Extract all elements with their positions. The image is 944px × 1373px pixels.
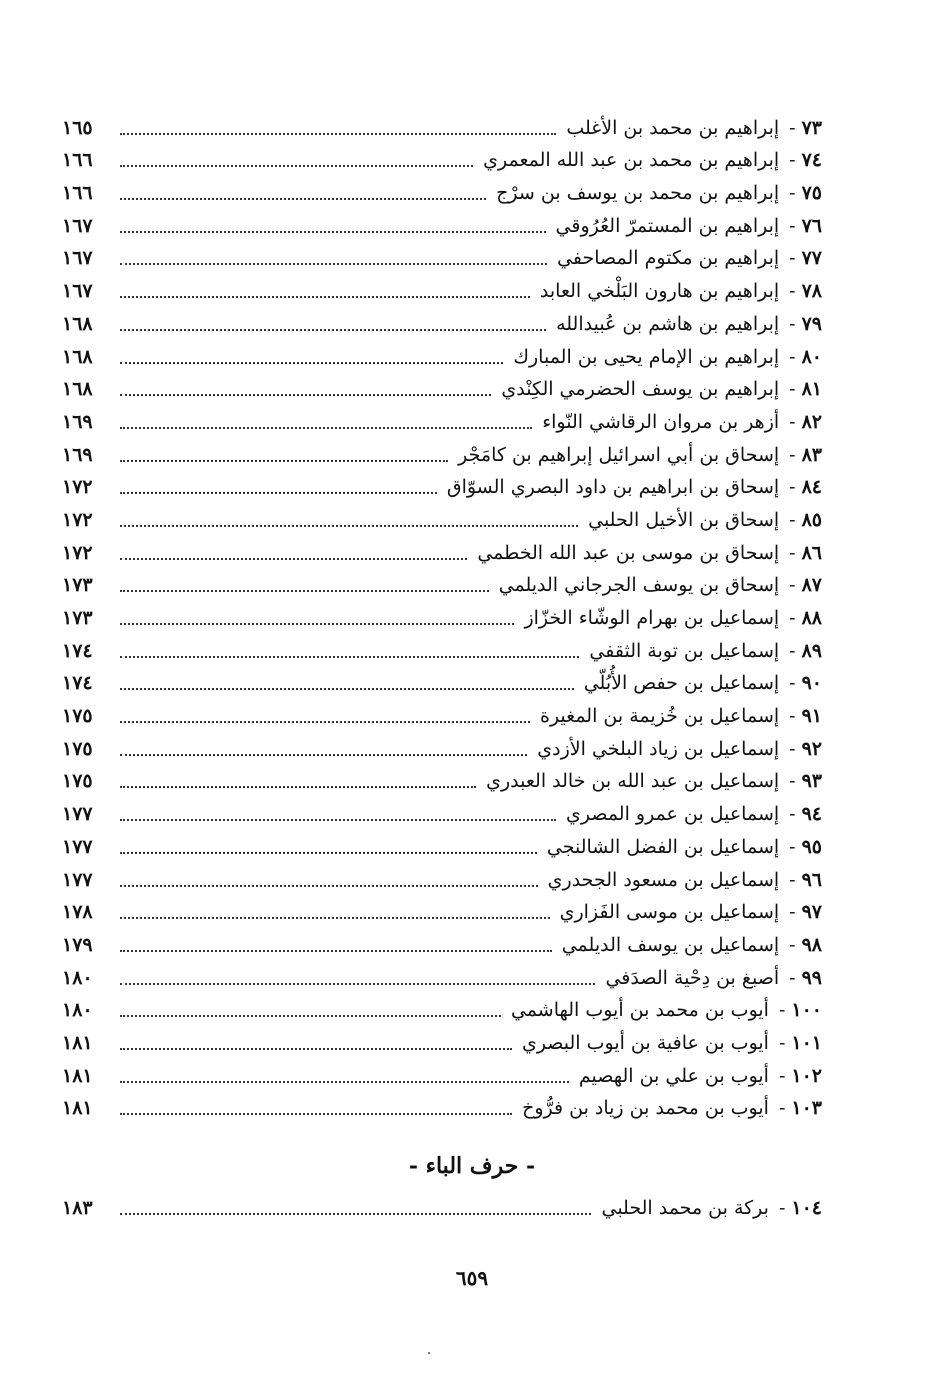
index-entry bbox=[62, 404, 822, 437]
entry-text bbox=[605, 966, 822, 989]
entry-page-number: ١٧٩ bbox=[62, 933, 93, 956]
entry-separator: - bbox=[789, 345, 796, 368]
entry-text bbox=[555, 214, 822, 237]
entry-separator: - bbox=[789, 803, 796, 826]
dot-leader bbox=[120, 950, 552, 952]
section-heading: - حرف الباء - bbox=[408, 1153, 536, 1179]
entry-separator: - bbox=[778, 1064, 786, 1087]
dot-leader bbox=[120, 133, 556, 135]
index-entry bbox=[62, 1025, 822, 1058]
entry-separator: - bbox=[789, 835, 796, 858]
entry-name: إسماعيل بن حفص الأُبُلّي bbox=[583, 672, 780, 695]
entry-page-number: ١٨١ bbox=[62, 1097, 93, 1120]
dot-leader bbox=[120, 786, 476, 788]
index-entry bbox=[62, 960, 822, 993]
entry-page-number: ١٧٧ bbox=[62, 868, 93, 891]
dot-leader bbox=[120, 296, 530, 298]
dot-leader bbox=[120, 1213, 591, 1215]
entry-name: إبراهيم بن الإمام يحيى بن المبارك bbox=[513, 345, 780, 368]
index-entry bbox=[62, 273, 822, 306]
index-entry bbox=[62, 143, 822, 176]
entry-text bbox=[522, 1099, 822, 1118]
dot-leader bbox=[120, 656, 579, 658]
entry-page-number: ١٧٥ bbox=[62, 737, 93, 760]
entry-number: ٨٢ bbox=[801, 410, 822, 433]
entry-name: إبراهيم بن مكتوم المصاحفي bbox=[557, 247, 780, 270]
entry-separator: - bbox=[789, 770, 796, 793]
dot-leader bbox=[120, 1015, 501, 1017]
entry-separator: - bbox=[789, 410, 796, 433]
index-entry bbox=[62, 698, 822, 731]
entry-page-number: ١٦٥ bbox=[62, 116, 93, 139]
entry-text bbox=[447, 478, 822, 497]
entry-text bbox=[542, 410, 822, 433]
index-entry bbox=[62, 829, 822, 862]
entry-separator: - bbox=[789, 378, 796, 401]
entry-text bbox=[546, 835, 822, 858]
entry-number: ٧٨ bbox=[801, 280, 822, 303]
entry-separator: - bbox=[778, 1097, 786, 1120]
entry-page-number: ١٦٦ bbox=[62, 182, 93, 205]
index-entry bbox=[62, 666, 822, 699]
entry-separator: - bbox=[789, 541, 796, 564]
entry-page-number: ١٦٩ bbox=[62, 410, 93, 433]
entry-number: ١٠٠ bbox=[791, 999, 822, 1022]
entry-number: ٩٠ bbox=[801, 672, 822, 695]
dot-leader bbox=[120, 492, 437, 494]
index-entry bbox=[62, 339, 822, 372]
entry-name: إسحاق بن موسى بن عبد الله الخطمي bbox=[477, 541, 780, 564]
dot-leader bbox=[120, 394, 491, 396]
entry-page-number: ١٧٤ bbox=[62, 639, 93, 662]
entry-page-number: ١٨٣ bbox=[62, 1196, 93, 1219]
entry-separator: - bbox=[789, 508, 796, 531]
entry-name: أيوب بن عافية بن أيوب البصري bbox=[521, 1031, 769, 1054]
index-entry bbox=[62, 306, 822, 339]
entry-page-number: ١٧٥ bbox=[62, 705, 93, 728]
entry-page-number: ١٧٣ bbox=[62, 607, 93, 629]
dot-leader bbox=[120, 688, 574, 690]
index-entry bbox=[62, 862, 822, 895]
entry-name: إسماعيل بن بهرام الوشّاء الخزّاز bbox=[524, 607, 780, 629]
entry-name: أزهر بن مروان الرقاشي النّواء bbox=[542, 410, 780, 433]
index-entry bbox=[62, 372, 822, 405]
entry-page-number: ١٧٥ bbox=[62, 770, 93, 793]
page-number: ٦٥٩ bbox=[455, 1266, 489, 1290]
dot-leader bbox=[120, 721, 530, 723]
index-entry bbox=[62, 502, 822, 535]
entry-text bbox=[556, 312, 822, 335]
entry-text bbox=[566, 805, 822, 824]
index-entry bbox=[62, 764, 822, 797]
entry-text bbox=[584, 674, 822, 693]
dot-leader bbox=[120, 819, 556, 821]
entry-name: إسماعيل بن مسعود الجحدري bbox=[547, 868, 780, 891]
entry-page-number: ١٦٨ bbox=[62, 312, 93, 335]
entry-page-number: ١٧٤ bbox=[62, 672, 93, 695]
entry-number: ٧٩ bbox=[801, 312, 822, 335]
entry-number: ٨٠ bbox=[801, 345, 822, 368]
dot-leader bbox=[120, 754, 527, 756]
entry-name: إسماعيل بن عبد الله بن خالد العبدري bbox=[486, 770, 780, 793]
entry-text bbox=[589, 639, 822, 662]
dot-leader bbox=[120, 623, 514, 625]
index-entry bbox=[62, 895, 822, 928]
dot-leader bbox=[120, 1048, 512, 1050]
entry-text bbox=[513, 345, 822, 368]
dot-leader bbox=[120, 362, 503, 364]
entry-text bbox=[524, 609, 822, 628]
entry-page-number: ١٧٢ bbox=[62, 541, 93, 564]
index-entry bbox=[62, 470, 822, 503]
entry-number: ٩١ bbox=[801, 705, 822, 728]
dot-leader bbox=[120, 885, 538, 887]
index-entry bbox=[62, 633, 822, 666]
entry-text bbox=[560, 903, 822, 922]
entry-page-number: ١٧٧ bbox=[62, 803, 93, 826]
entry-name: إبراهيم بن هارون البَلْخي العابد bbox=[539, 280, 780, 303]
entry-number: ٨١ bbox=[801, 378, 822, 401]
dot-leader bbox=[120, 1113, 512, 1115]
entry-page-number: ١٦٨ bbox=[62, 378, 93, 401]
index-entry bbox=[62, 993, 822, 1026]
entry-page-number: ١٦٧ bbox=[62, 247, 93, 270]
entry-name: إسماعيل بن عمرو المصري bbox=[565, 803, 780, 826]
entry-text bbox=[499, 576, 822, 595]
entry-name: إسماعيل بن موسى الفَزاري bbox=[559, 901, 780, 924]
entry-page-number: ١٧٣ bbox=[62, 574, 93, 597]
entry-name: إبراهيم بن هاشم بن عُبيدالله bbox=[556, 312, 780, 335]
entry-number: ٩٦ bbox=[801, 868, 822, 891]
entry-page-number: ١٨١ bbox=[62, 1064, 93, 1087]
dot-leader bbox=[120, 263, 547, 265]
entry-separator: - bbox=[789, 574, 796, 597]
entry-text bbox=[557, 249, 822, 268]
dot-leader bbox=[120, 427, 532, 429]
entry-name: إبراهيم بن محمد بن يوسف بن سرْج bbox=[496, 182, 780, 205]
entry-separator: - bbox=[789, 280, 796, 303]
index-entry bbox=[62, 731, 822, 764]
dot-leader bbox=[120, 198, 486, 200]
entry-number: ٧٣ bbox=[801, 116, 822, 139]
entry-separator: - bbox=[778, 1031, 786, 1054]
index-entry bbox=[62, 600, 822, 633]
entry-text bbox=[486, 772, 822, 791]
entry-name: أيوب بن محمد بن أيوب الهاشمي bbox=[510, 999, 769, 1022]
dot-leader bbox=[120, 231, 546, 233]
entry-name: إسحاق بن ابراهيم بن داود البصري السوّاق bbox=[446, 476, 780, 499]
scan-speck bbox=[428, 1352, 430, 1354]
index-entry bbox=[62, 241, 822, 274]
dot-leader bbox=[120, 329, 546, 331]
entry-separator: - bbox=[789, 149, 796, 172]
entry-number: ٨٨ bbox=[801, 607, 822, 629]
dot-leader bbox=[120, 165, 473, 167]
entry-name: أيوب بن علي بن الهصيم bbox=[578, 1064, 769, 1087]
dot-leader bbox=[120, 983, 595, 985]
dot-leader bbox=[120, 852, 537, 854]
entry-name: إبراهيم بن محمد بن عبد الله المعمري bbox=[483, 149, 780, 172]
entry-number: ٧٥ bbox=[801, 182, 822, 205]
entry-number: ٨٦ bbox=[801, 541, 822, 564]
entry-number: ١٠٢ bbox=[791, 1064, 822, 1087]
index-entry bbox=[62, 437, 822, 470]
index-entry bbox=[62, 796, 822, 829]
index-entry bbox=[62, 568, 822, 601]
entry-name: إسحاق بن يوسف الجرجاني الديلمي bbox=[498, 574, 780, 597]
entry-number: ٧٧ bbox=[801, 247, 822, 270]
entry-number: ٨٧ bbox=[801, 574, 822, 597]
entry-name: إسماعيل بن يوسف الديلمي bbox=[561, 933, 780, 956]
entry-text bbox=[537, 737, 822, 760]
entry-text bbox=[511, 1001, 822, 1020]
entry-page-number: ١٦٩ bbox=[62, 443, 93, 466]
entry-separator: - bbox=[789, 901, 796, 924]
entry-separator: - bbox=[789, 705, 796, 728]
entry-separator: - bbox=[789, 312, 796, 335]
entry-page-number: ١٧٧ bbox=[62, 835, 93, 858]
entry-number: ٨٩ bbox=[801, 639, 822, 662]
entry-number: ٧٦ bbox=[801, 214, 822, 237]
entry-name: أيوب بن محمد بن زياد بن فرُّوخ bbox=[522, 1097, 769, 1120]
entry-number: ٩٥ bbox=[801, 835, 822, 858]
entry-page-number: ١٨١ bbox=[62, 1031, 93, 1054]
index-entry bbox=[62, 535, 822, 568]
entry-number: ١٠١ bbox=[791, 1031, 822, 1054]
entry-number: ٩٣ bbox=[801, 770, 822, 793]
entry-text bbox=[547, 868, 822, 891]
entry-text bbox=[588, 508, 822, 531]
entry-number: ١٠٣ bbox=[791, 1097, 822, 1120]
entry-text bbox=[496, 184, 822, 203]
entry-separator: - bbox=[789, 247, 796, 270]
entry-separator: - bbox=[789, 737, 796, 760]
entry-separator: - bbox=[789, 639, 796, 662]
entry-page-number: ١٦٨ bbox=[62, 345, 93, 368]
entry-text bbox=[477, 541, 822, 564]
entry-separator: - bbox=[789, 476, 796, 499]
entry-name: إسماعيل بن الفضل الشالنجي bbox=[546, 835, 780, 858]
entry-name: إبراهيم بن يوسف الحضرمي الكِنْدي bbox=[501, 378, 780, 401]
entry-number: ٩٩ bbox=[801, 966, 822, 989]
entry-number: ١٠٤ bbox=[791, 1196, 822, 1219]
entry-name: إسماعيل بن توبة الثقفي bbox=[589, 639, 780, 662]
index-entry bbox=[62, 1058, 822, 1091]
entry-separator: - bbox=[789, 443, 796, 466]
entry-number: ٩٨ bbox=[801, 933, 822, 956]
index-entry bbox=[62, 927, 822, 960]
entry-number: ٩٧ bbox=[801, 901, 822, 924]
entry-separator: - bbox=[778, 999, 786, 1022]
entry-page-number: ١٧٢ bbox=[62, 508, 93, 531]
entry-separator: - bbox=[789, 933, 796, 956]
entry-text bbox=[540, 282, 822, 301]
entry-text bbox=[501, 380, 822, 399]
entry-separator: - bbox=[789, 607, 796, 629]
entry-separator: - bbox=[789, 214, 796, 237]
entry-page-number: ١٨٠ bbox=[62, 966, 93, 989]
entry-name: أصبغ بن دِحْية الصدَفي bbox=[605, 966, 780, 989]
dot-leader bbox=[120, 525, 578, 527]
index-entry bbox=[62, 1091, 822, 1124]
index-entry bbox=[62, 1190, 822, 1223]
entry-name: إبراهيم بن المستمرّ العُرُوقي bbox=[555, 214, 780, 237]
entry-number: ٨٣ bbox=[801, 443, 822, 466]
entry-name: بركة بن محمد الحلبي bbox=[601, 1196, 769, 1219]
entry-text bbox=[566, 116, 822, 139]
entry-text bbox=[483, 151, 822, 170]
index-list bbox=[62, 110, 822, 1123]
section-index-list bbox=[62, 1190, 822, 1223]
entry-page-number: ١٦٧ bbox=[62, 214, 93, 237]
entry-name: إبراهيم بن محمد بن الأغلب bbox=[566, 116, 780, 139]
entry-page-number: ١٦٦ bbox=[62, 149, 93, 172]
entry-number: ٧٤ bbox=[801, 149, 822, 172]
entry-text bbox=[601, 1196, 822, 1219]
entry-separator: - bbox=[778, 1196, 786, 1219]
dot-leader bbox=[120, 558, 467, 560]
index-entry bbox=[62, 175, 822, 208]
entry-separator: - bbox=[789, 672, 796, 695]
entry-name: إسماعيل بن زياد البلخي الأزدي bbox=[537, 737, 780, 760]
entry-text bbox=[458, 443, 822, 466]
entry-separator: - bbox=[789, 182, 796, 205]
entry-page-number: ١٦٧ bbox=[62, 280, 93, 303]
entry-number: ٨٥ bbox=[801, 508, 822, 531]
entry-name: إسماعيل بن خُزيمة بن المغيرة bbox=[539, 705, 780, 728]
entry-number: ٩٤ bbox=[801, 803, 822, 826]
entry-separator: - bbox=[789, 966, 796, 989]
index-entry bbox=[62, 208, 822, 241]
dot-leader bbox=[120, 917, 550, 919]
entry-separator: - bbox=[789, 116, 796, 139]
entry-text bbox=[561, 933, 822, 956]
dot-leader bbox=[120, 590, 489, 592]
entry-page-number: ١٨٠ bbox=[62, 999, 93, 1022]
entry-page-number: ١٧٨ bbox=[62, 901, 93, 924]
index-entry bbox=[62, 110, 822, 143]
dot-leader bbox=[120, 460, 448, 462]
entry-name: إسحاق بن الأخيل الحلبي bbox=[588, 508, 780, 531]
entry-number: ٩٢ bbox=[801, 737, 822, 760]
entry-name: إسحاق بن أبي اسرائيل إبراهيم بن كامَجْر bbox=[458, 443, 780, 466]
entry-text bbox=[540, 707, 822, 726]
dot-leader bbox=[120, 1081, 569, 1083]
entry-page-number: ١٧٢ bbox=[62, 476, 93, 499]
entry-text bbox=[578, 1064, 822, 1087]
entry-separator: - bbox=[789, 868, 796, 891]
entry-number: ٨٤ bbox=[801, 476, 822, 499]
entry-text bbox=[521, 1031, 822, 1054]
